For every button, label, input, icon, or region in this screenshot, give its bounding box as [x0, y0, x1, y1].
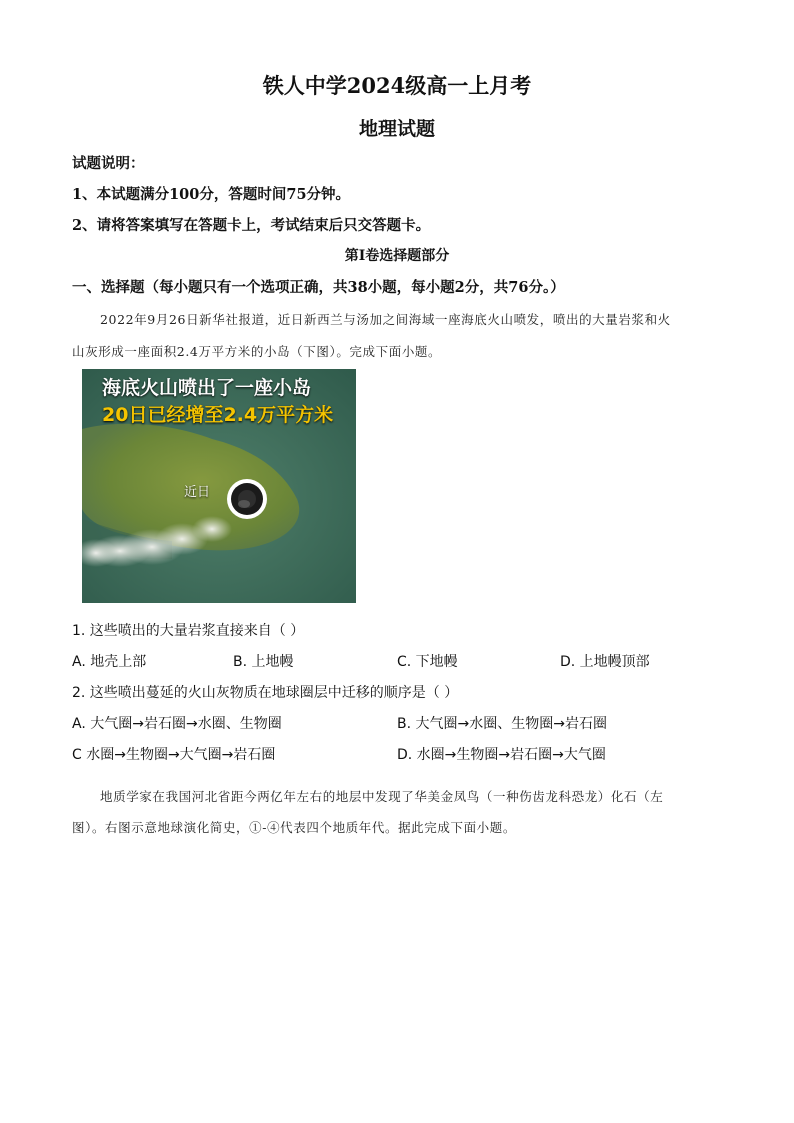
subject-title: 地理试题: [358, 118, 435, 140]
q1-option-b: B. 上地幔: [233, 654, 294, 670]
exam-title: 铁人中学2024级高一上月考: [262, 73, 532, 98]
q1-option-c: C. 下地幔: [397, 654, 458, 670]
instructions-heading: 试题说明：: [72, 155, 145, 172]
passage1-line1: 2022年9月26日新华社报道，近日新西兰与汤加之间海域一座海底火山喷发，喷出的大量岩浆和火: [100, 312, 671, 327]
passage2-line2: 图）。右图示意地球演化简史，①-④代表四个地质年代。据此完成下面小题。: [72, 820, 516, 835]
photo-caption-line1: 海底火山喷出了一座小岛: [102, 377, 312, 399]
mcq-heading: 一、选择题（每小题只有一个选项正确，共38小题，每小题2分，共76分。）: [72, 279, 565, 296]
instruction-line-2: 2、请将答案填写在答题卡上，考试结束后只交答题卡。: [72, 217, 431, 234]
instruction-line-1: 1、本试题满分100分，答题时间75分钟。: [72, 186, 351, 203]
crater-label: 近日: [184, 485, 211, 500]
part-title: 第Ⅰ卷选择题部分: [344, 248, 450, 264]
passage2-line1: 地质学家在我国河北省距今两亿年左右的地层中发现了华美金凤鸟（一种伤齿龙科恐龙）化石（左: [100, 789, 664, 804]
q1-stem: 1. 这些喷出的大量岩浆直接来自（ ）: [72, 623, 305, 639]
q1-option-a: A. 地壳上部: [72, 654, 147, 670]
q2-option-c: C 水圈→生物圈→大气圈→岩石圈: [72, 747, 276, 763]
passage1-line2: 山灰形成一座面积2.4万平方米的小岛（下图）。完成下面小题。: [72, 344, 442, 359]
volcano-island-photo: [82, 369, 356, 603]
q2-option-a: A. 大气圈→岩石圈→水圈、生物圈: [72, 716, 282, 732]
q1-option-d: D. 上地幔顶部: [560, 654, 650, 670]
q2-option-b: B. 大气圈→水圈、生物圈→岩石圈: [397, 716, 607, 732]
photo-caption-line2: 20日已经增至2.4万平方米: [102, 404, 334, 426]
q2-option-d: D. 水圈→生物圈→岩石圈→大气圈: [397, 747, 606, 763]
q2-stem: 2. 这些喷出蔓延的火山灰物质在地球圈层中迁移的顺序是（ ）: [72, 685, 459, 701]
